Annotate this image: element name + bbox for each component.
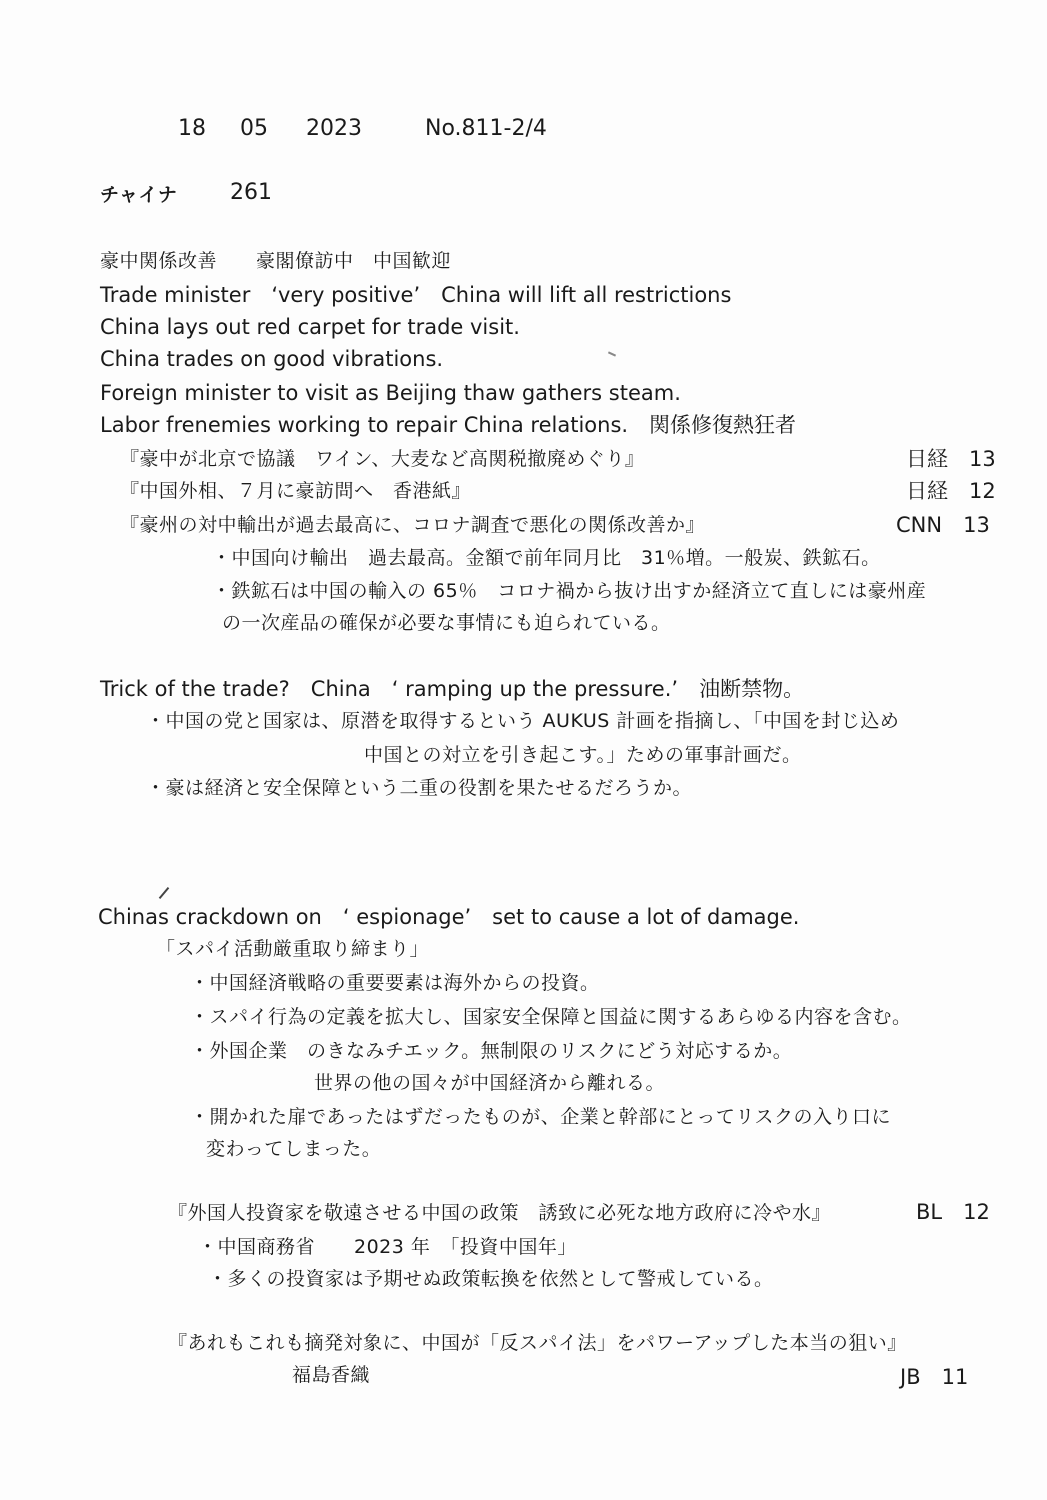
bullet-item: ・鉄鉱石は中国の輸入の 65％ コロナ禍から抜け出すか経済立て直しには豪州産 — [212, 580, 927, 602]
bullet-item: ・開かれた扉であったはずだったものが、企業と幹部にとってリスクの入り口に — [190, 1106, 892, 1128]
block3-subtitle: 「スパイ活動厳重取り締まり」 — [156, 938, 430, 960]
bullet-item: ・スパイ行為の定義を拡大し、国家安全保障と国益に関するあらゆる内容を含む。 — [190, 1006, 912, 1028]
reference-title: 『あれもこれも摘発対象に、中国が「反スパイ法」をパワーアップした本当の狙い』 — [168, 1332, 907, 1354]
block1-line: China trades on good vibrations. — [100, 347, 444, 371]
document-number: No.811-2/4 — [425, 116, 547, 141]
section-title: チャイナ — [100, 184, 178, 206]
reference-source: 日経 13 — [906, 447, 996, 471]
reference-title: 『外国人投資家を敬遠させる中国の政策 誘致に必死な地方政府に冷や水』 — [168, 1202, 832, 1224]
bullet-continuation: 世界の他の国々が中国経済から離れる。 — [314, 1072, 666, 1094]
block1-line: China lays out red carpet for trade visit. — [100, 315, 520, 339]
bullet-item: ・中国商務省 2023 年 「投資中国年」 — [198, 1236, 577, 1258]
reference-source: JB 11 — [900, 1365, 969, 1389]
block1-line: Foreign minister to visit as Beijing thaw gathers steam. — [100, 381, 681, 405]
block1-line: Labor frenemies working to repair China relations. 関係修復熱狂者 — [100, 413, 797, 437]
bullet-item: ・中国向け輸出 過去最高。金額で前年同月比 31％増。一般炭、鉄鉱石。 — [212, 547, 881, 569]
pen-mark — [159, 887, 170, 899]
reference-source: BL 12 — [916, 1200, 990, 1224]
date-day: 18 — [178, 116, 206, 141]
reference-title: 『豪中が北京で協議 ワイン、大麦など高関税撤廃めぐり』 — [120, 448, 645, 470]
date-year: 2023 — [306, 116, 362, 141]
bullet-continuation: 中国との対立を引き起こす。」ための軍事計画だ。 — [364, 744, 802, 766]
block1-line: Trade minister ‘very positive’ China will lift all restrictions — [100, 283, 732, 307]
block2-headline: Trick of the trade? China ‘ ramping up the pressure.’ 油断禁物。 — [100, 677, 805, 701]
reference-source: CNN 13 — [896, 513, 990, 537]
bullet-continuation: 変わってしまった。 — [206, 1138, 382, 1160]
reference-title: 『豪州の対中輸出が過去最高に、コロナ調査で悪化の関係改善か』 — [120, 514, 706, 536]
bullet-item: ・多くの投資家は予期せぬ政策転換を依然として警戒している。 — [208, 1268, 774, 1290]
reference-source: 日経 12 — [906, 479, 996, 503]
bullet-item: ・中国の党と国家は、原潜を取得するという AUKUS 計画を指摘し、「中国を封じ込め — [146, 710, 900, 732]
bullet-item: ・外国企業 のきなみチエック。無制限のリスクにどう対応するか。 — [190, 1040, 793, 1062]
reference-title: 『中国外相、７月に豪訪問へ 香港紙』 — [120, 480, 472, 502]
reference-author: 福島香織 — [292, 1364, 371, 1386]
section-number: 261 — [230, 180, 272, 205]
block3-headline: Chinas crackdown on ‘ espionage’ set to cause a lot of damage. — [98, 905, 800, 929]
bullet-item: ・中国経済戦略の重要要素は海外からの投資。 — [190, 972, 600, 994]
date-month: 05 — [240, 116, 268, 141]
pen-mark — [608, 351, 616, 356]
bullet-item: ・豪は経済と安全保障という二重の役割を果たせるだろうか。 — [146, 777, 693, 799]
block1-headline: 豪中関係改善 豪閣僚訪中 中国歓迎 — [100, 250, 452, 272]
bullet-continuation: の一次産品の確保が必要な事情にも迫られている。 — [222, 612, 671, 634]
